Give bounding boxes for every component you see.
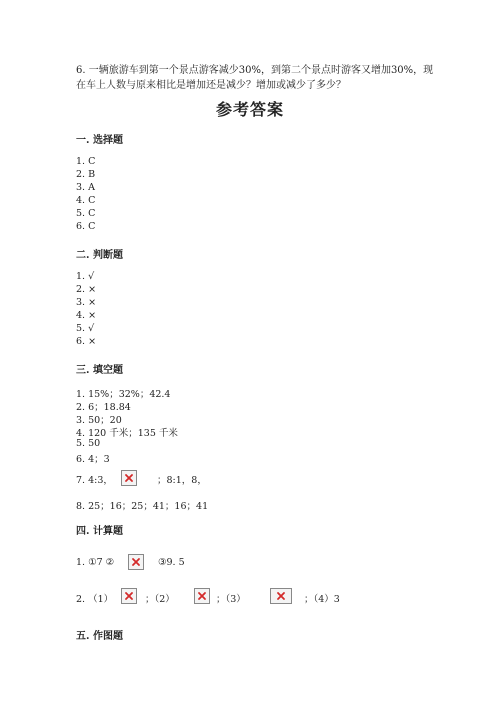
list-item: 4. 120 千米；135 千米 bbox=[76, 428, 178, 439]
fill-item-7-suffix: ；8:1，8， bbox=[157, 475, 207, 486]
broken-image-icon bbox=[270, 588, 292, 604]
list-item: 4. × bbox=[76, 310, 97, 321]
list-item: 6. × bbox=[76, 336, 97, 347]
broken-image-icon bbox=[121, 470, 137, 486]
list-item: 3. A bbox=[76, 182, 95, 193]
list-item: 1. C bbox=[76, 156, 96, 167]
list-item: 4. C bbox=[76, 195, 96, 206]
broken-image-icon bbox=[128, 554, 144, 570]
calc-line-1-suffix: ③9. 5 bbox=[158, 557, 185, 568]
list-item: 6. C bbox=[76, 221, 96, 232]
section-heading-judge: 二. 判断题 bbox=[76, 250, 123, 261]
list-item: 3. × bbox=[76, 297, 97, 308]
broken-image-icon bbox=[194, 588, 210, 604]
section-heading-calc: 四. 计算题 bbox=[76, 526, 123, 537]
list-item: 2. B bbox=[76, 169, 96, 180]
section-heading-fill: 三. 填空题 bbox=[76, 365, 123, 376]
calc-line-2-part-2: ；（2） bbox=[145, 594, 175, 605]
section-heading-choice: 一. 选择题 bbox=[76, 135, 123, 146]
list-item: 1. √ bbox=[76, 271, 95, 282]
answer-title: 参考答案 bbox=[215, 100, 284, 119]
list-item: 5. √ bbox=[76, 323, 95, 334]
list-item: 1. 15%；32%；42.4 bbox=[76, 389, 171, 400]
fill-item-7-prefix: 7. 4:3， bbox=[76, 475, 113, 486]
broken-image-icon bbox=[121, 588, 137, 604]
calc-line-2-part-1: 2. （1） bbox=[76, 594, 114, 605]
list-item: 6. 4；3 bbox=[76, 454, 110, 465]
calc-line-1-prefix: 1. ①7 ② bbox=[76, 557, 115, 568]
calc-line-2-part-3: ；（3） bbox=[216, 594, 246, 605]
list-item: 5. C bbox=[76, 208, 96, 219]
list-item: 8. 25；16；25；41；16；41 bbox=[76, 501, 209, 512]
list-item: 3. 50；20 bbox=[76, 415, 122, 426]
list-item: 2. × bbox=[76, 284, 97, 295]
question-6-text: 6. 一辆旅游车到第一个景点游客减少30%，到第二个景点时游客又增加30%，现在车上人数与原来相比是增加还是减少？增加或减少了多少？ bbox=[76, 65, 434, 91]
list-item: 5. 50 bbox=[76, 438, 101, 449]
section-heading-draw: 五. 作图题 bbox=[76, 631, 123, 642]
list-item: 2. 6；18.84 bbox=[76, 402, 131, 413]
calc-line-2-part-4: ；（4）3 bbox=[304, 594, 340, 605]
